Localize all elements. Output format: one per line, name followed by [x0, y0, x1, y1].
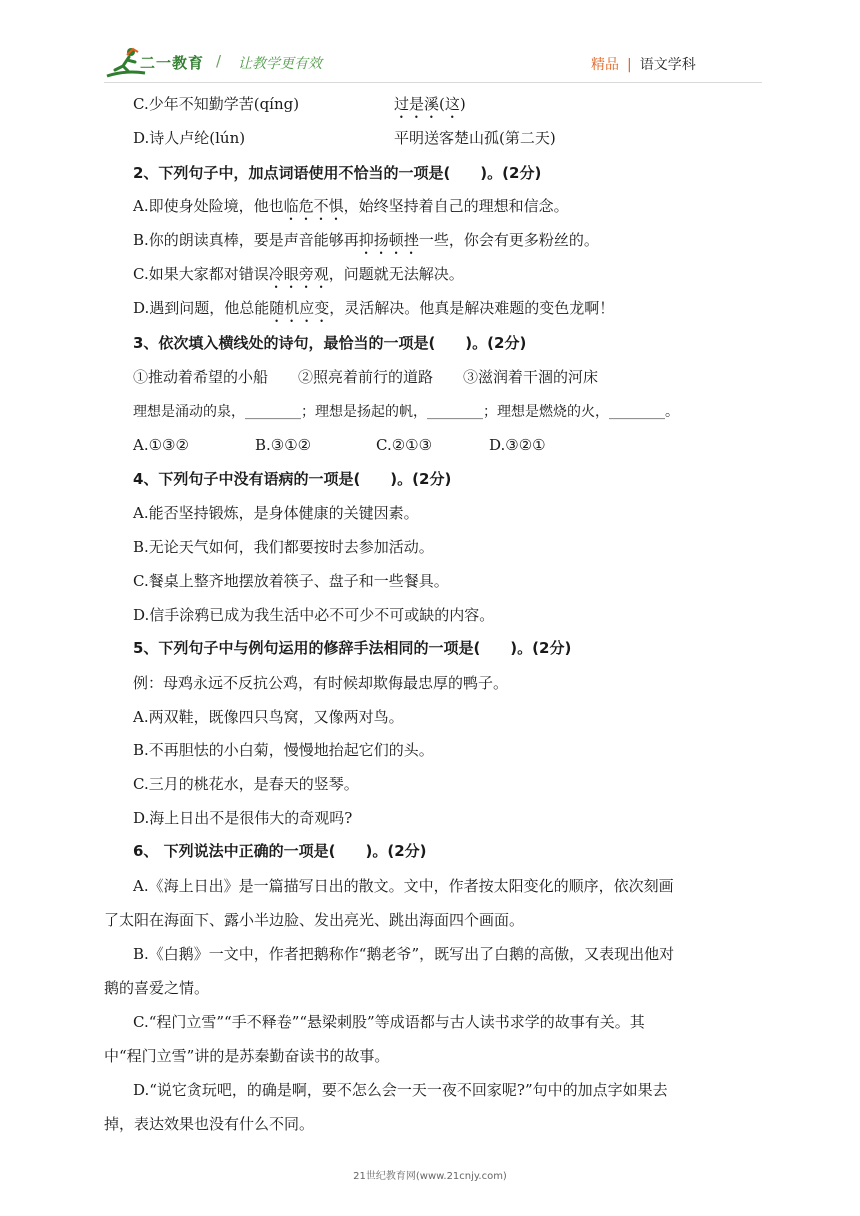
option-line: A.两双鞋，既像四只鸟窝，又像两对鸟。 [133, 708, 404, 726]
option-line: 掉，表达效果也没有什么不同。 [104, 1115, 315, 1133]
header-divider: | [627, 57, 632, 73]
text: ，灵活解决。他真是解决难题的变色龙啊！ [329, 299, 615, 317]
text: 一些，你会有更多粉丝的。 [418, 231, 599, 249]
header-rule [104, 82, 762, 83]
option-line: D.海上日出不是很伟大的奇观吗? [133, 809, 353, 827]
option-line: D.诗人卢纶(lún) [133, 129, 246, 147]
choice-b: B.③①② [255, 436, 312, 454]
option-line [133, 229, 599, 258]
example-line: 例：母鸡永远不反抗公鸡，有时候却欺侮最忠厚的鸭子。 [133, 674, 509, 692]
page-header [0, 0, 860, 84]
slogan: 让教学更有效 [238, 56, 322, 72]
option-line [133, 297, 614, 326]
text: D.遇到问题，他总能 [133, 299, 270, 317]
logo-text: 二一教育 [140, 54, 205, 72]
question-3: 3、依次填入横线处的诗句，最恰当的一项是( )。(2分) [133, 334, 527, 352]
option-line: 中“程门立雪”讲的是苏秦勤奋读书的故事。 [104, 1047, 390, 1065]
option-line [394, 93, 466, 122]
option-line: ①推动着希望的小船 ②照亮着前行的道路 ③滋润着干涸的河床 [133, 368, 599, 386]
question-4: 4、下列句子中没有语病的一项是( )。(2分) [133, 470, 452, 488]
option-line: C.“程门立雪”“手不释卷”“悬梁刺股”等成语都与古人读书求学的故事有关。其 [133, 1013, 645, 1031]
option-line: D.信手涂鸦已成为我生活中必不可少不可或缺的内容。 [133, 606, 495, 624]
option-line: C.三月的桃花水，是春天的竖琴。 [133, 775, 359, 793]
option-line [133, 263, 464, 292]
text: A.即使身处险境，他也 [133, 197, 284, 215]
option-line: B.无论天气如何，我们都要按时去参加活动。 [133, 538, 434, 556]
choice-d: D.③②① [489, 436, 546, 454]
option-line: A.能否坚持锻炼，是身体健康的关键因素。 [133, 504, 419, 522]
option-line: C.少年不知勤学苦(qíng) [133, 95, 300, 113]
option-line: C.餐桌上整齐地摆放着筷子、盘子和一些餐具。 [133, 572, 449, 590]
choice-a: A.①③② [133, 436, 189, 454]
dotted-text: 过是溪(这) [394, 95, 466, 113]
question-6: 6、 下列说法中正确的一项是( )。(2分) [133, 842, 427, 860]
text: C.如果大家都对错误 [133, 265, 269, 283]
option-line: 理想是涌动的泉，________；理想是扬起的帆，________；理想是燃烧的火，________。 [133, 404, 679, 420]
page-footer: 21世纪教育网(www.21cnjy.com) [353, 1171, 507, 1182]
option-line: A.《海上日出》是一篇描写日出的散文。文中，作者按太阳变化的顺序，依次刻画 [133, 877, 674, 895]
option-line: 鹅的喜爱之情。 [104, 979, 210, 997]
dotted-text: 冷眼旁观 [268, 265, 329, 283]
text: ，始终坚持着自己的理想和信念。 [343, 197, 569, 215]
header-slash: / [216, 52, 222, 70]
option-line [133, 195, 569, 224]
option-line: 平明送客楚山孤(第二天) [394, 129, 556, 147]
choice-c: C.②①③ [376, 436, 433, 454]
text: ，问题就无法解决。 [328, 265, 464, 283]
dotted-text: 临危不惧 [283, 197, 344, 215]
text: B.你的朗读真棒，要是声音能够再 [133, 231, 359, 249]
dotted-text: 随机应变 [269, 299, 330, 317]
brand-right [591, 54, 696, 74]
option-line: B.《白鹅》一文中，作者把鹅称作“鹅老爷”，既写出了白鹅的高傲，又表现出他对 [133, 945, 675, 963]
option-line: D.“说它贪玩吧，的确是啊，要不怎么会一天一夜不回家呢?”句中的加点字如果去 [133, 1081, 668, 1099]
subject-label: 语文学科 [639, 57, 696, 73]
premium-badge: 精品 [591, 57, 619, 73]
question-5: 5、下列句子中与例句运用的修辞手法相同的一项是( )。(2分) [133, 639, 572, 657]
question-2: 2、下列句子中，加点词语使用不恰当的一项是( )。(2分) [133, 164, 542, 182]
dotted-text: 抑扬顿挫 [358, 231, 419, 249]
option-line: B.不再胆怯的小白菊，慢慢地抬起它们的头。 [133, 741, 434, 759]
option-line: 了太阳在海面下、露小半边脸、发出亮光、跳出海面四个画面。 [104, 911, 525, 929]
